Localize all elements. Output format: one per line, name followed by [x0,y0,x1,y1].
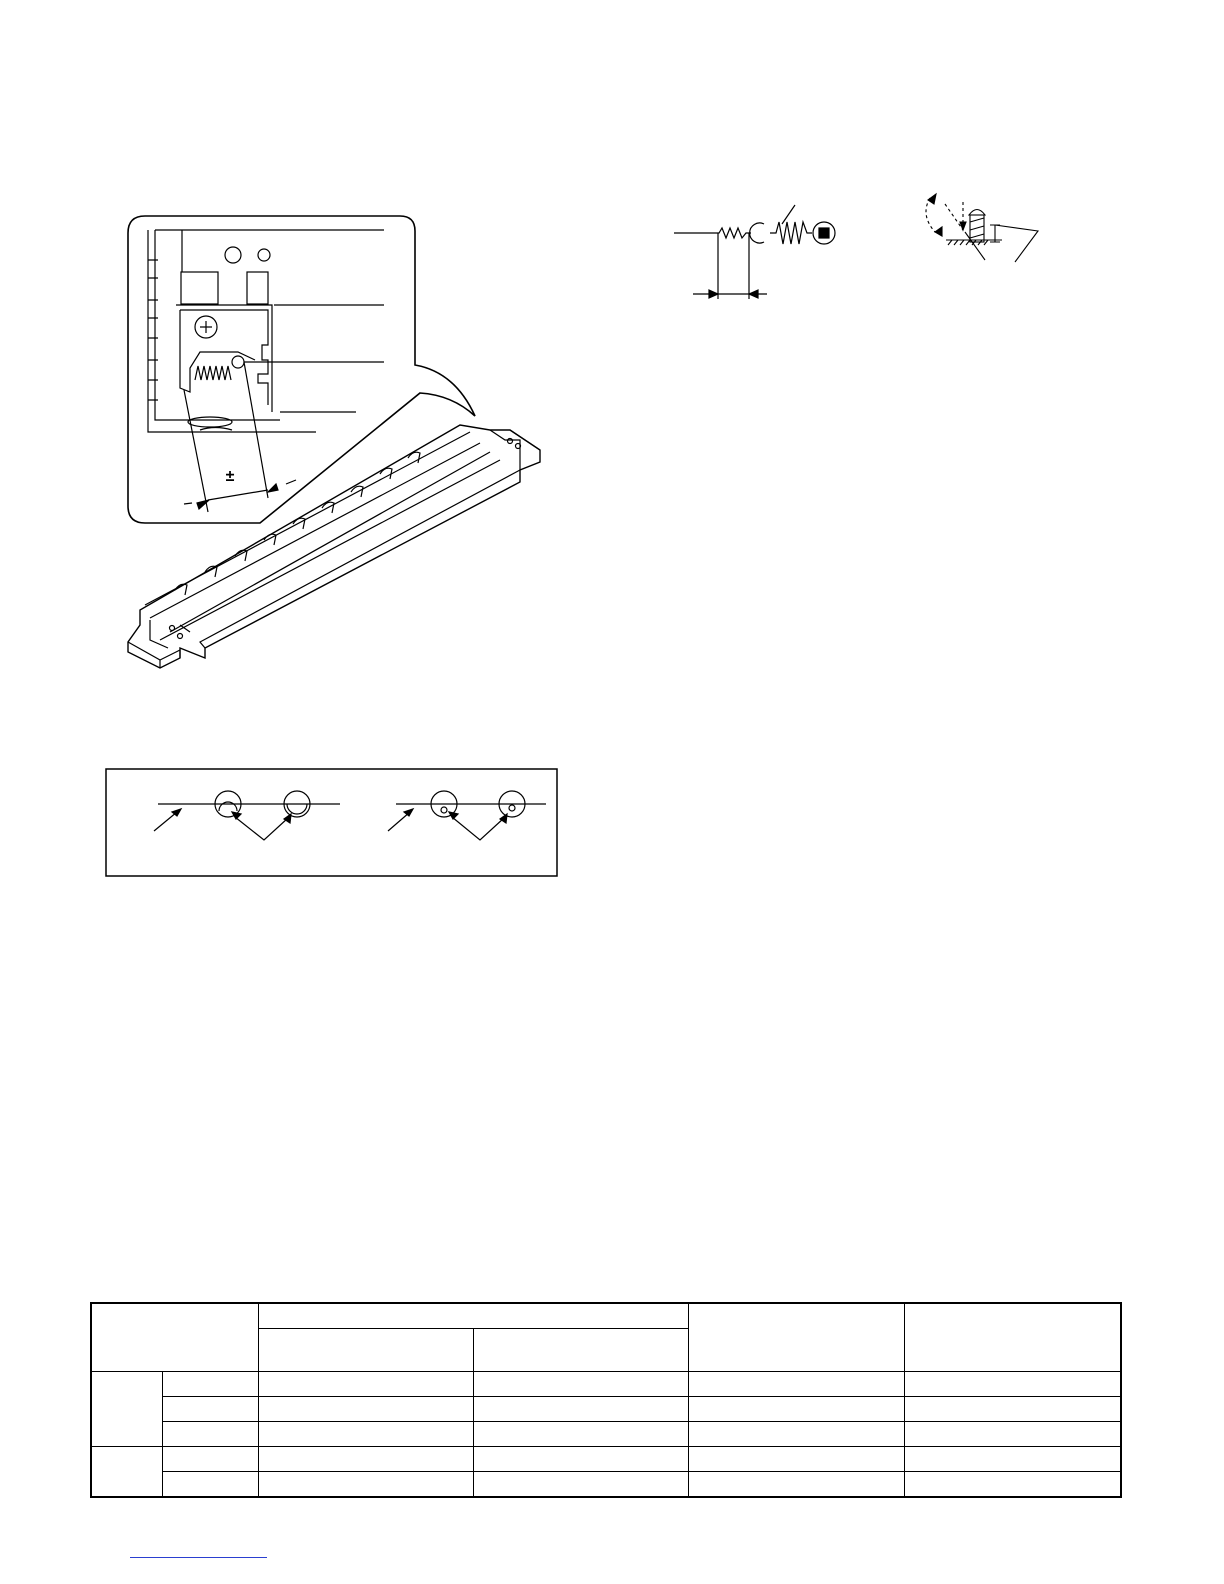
dimension-plus-minus: ± [225,468,235,485]
table-row [91,1372,1121,1397]
table-row [91,1472,1121,1498]
alignment-box [106,769,557,876]
table-header-cell [258,1303,688,1329]
group-cell [91,1447,162,1498]
footer-link-underline[interactable] [130,1557,267,1558]
table-header-cell [91,1303,258,1372]
spec-table [90,1302,1122,1498]
table-header-cell [688,1303,904,1372]
table-row [91,1447,1121,1472]
table-row [91,1422,1121,1447]
table-header-cell [904,1303,1121,1372]
table-subheader-cell [258,1329,473,1372]
group-cell [91,1372,162,1447]
table-subheader-cell [473,1329,688,1372]
table-row [91,1397,1121,1422]
